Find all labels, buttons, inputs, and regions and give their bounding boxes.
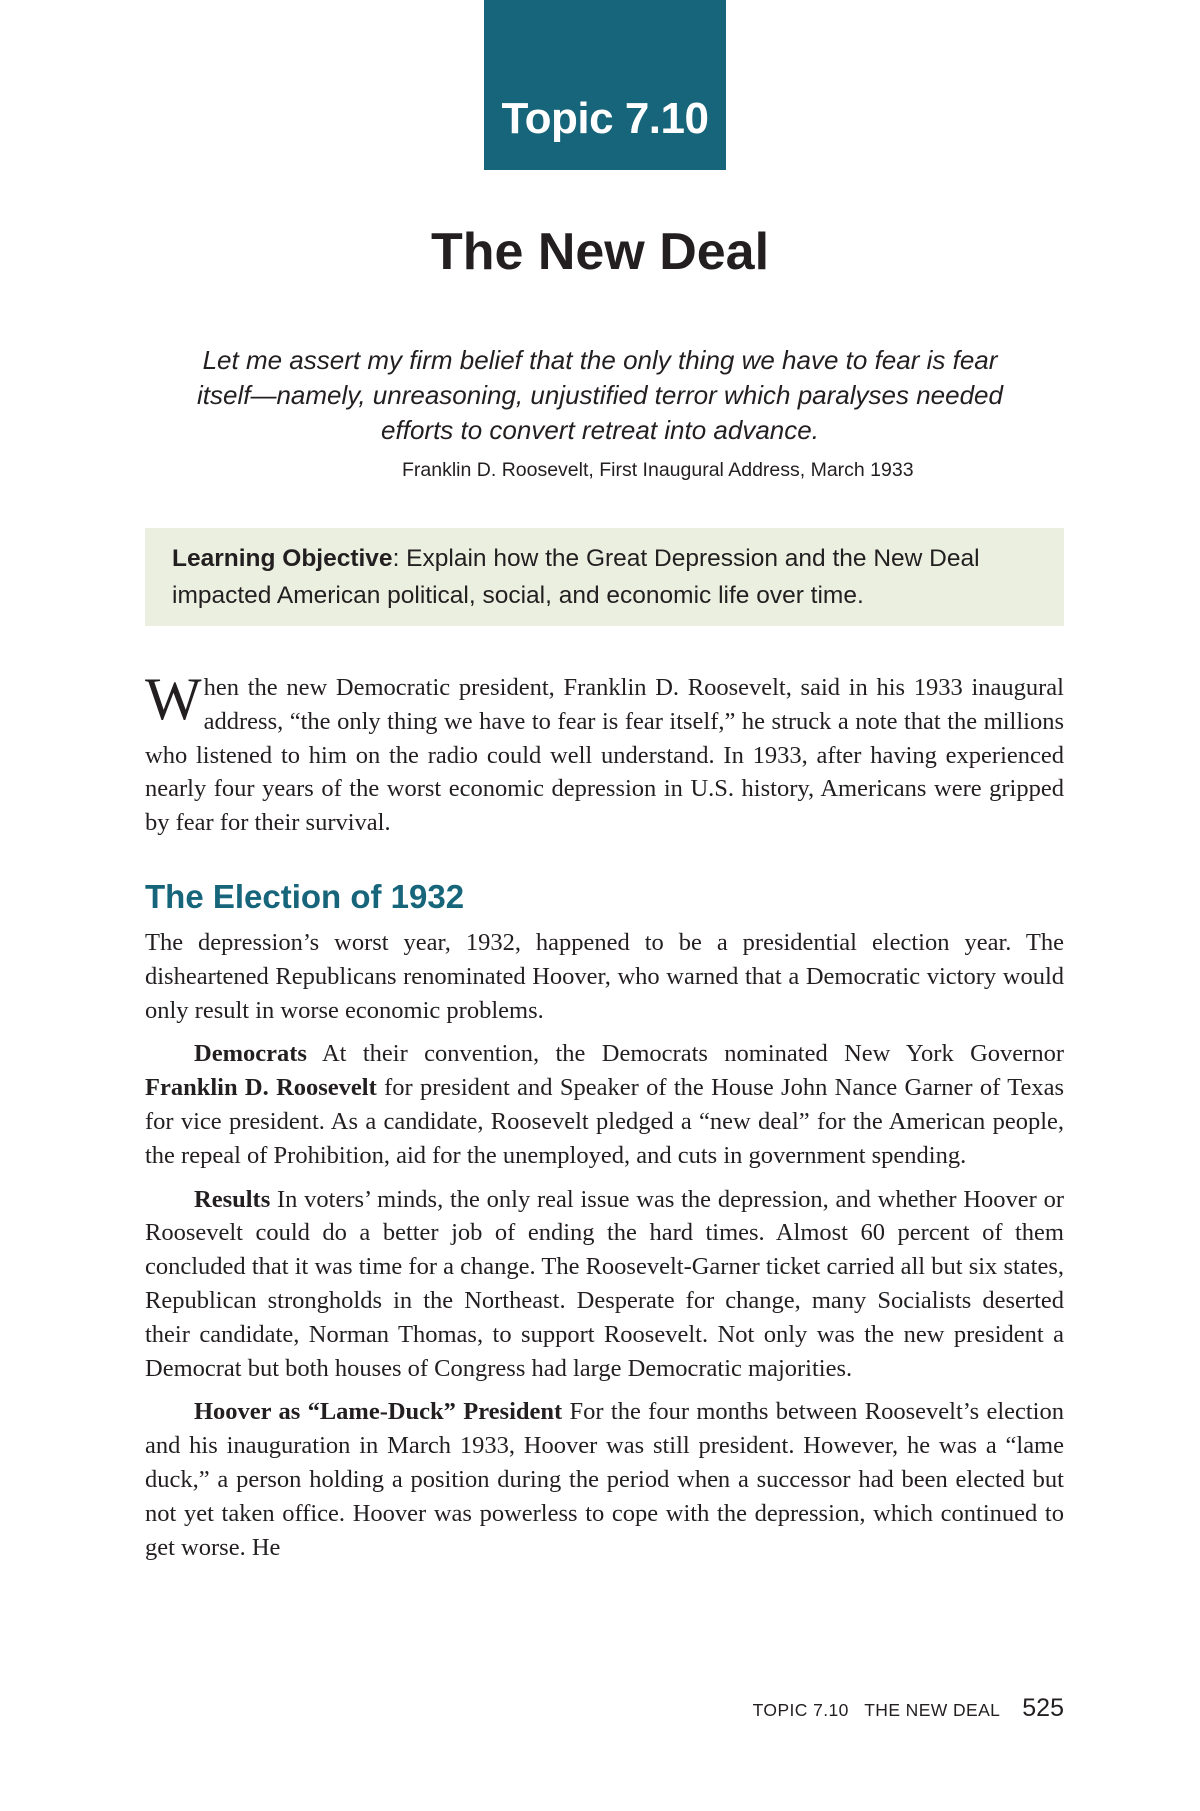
- section-heading: The Election of 1932: [145, 878, 465, 915]
- run-in-head: Results: [194, 1185, 271, 1213]
- page-number: 525: [1022, 1694, 1064, 1722]
- learning-objective-text: : Explain how the Great Depression and the New Deal impacted American political, social, and economic life over time.: [172, 545, 980, 609]
- paragraph-1: The depression’s worst year, 1932, happened to be a presidential election year. The disheartened Republicans renominated Hoover, who warned that a Democratic victory would only result in worse economic problems.: [145, 929, 1064, 1024]
- run-in-head: Hoover as “Lame-Duck” President: [194, 1398, 563, 1426]
- paragraph-text: For the four months between Roosevelt’s election and his inauguration in March 1933, Hoover was still president. However, he was a “lame duck,” a person holding a position during the period when a successor had been elected but not yet taken office. Hoover was powerless to cope with the depression, which continued to get worse. He: [145, 1398, 1064, 1561]
- page-footer: [753, 1694, 1064, 1723]
- learning-objective-label: Learning Objective: [172, 545, 393, 572]
- paragraph-lame-duck: [145, 1395, 1064, 1564]
- running-footer-title: TOPIC 7.10 THE NEW DEAL: [752, 1700, 1001, 1720]
- intro-paragraph: [145, 666, 1064, 840]
- paragraph-text: for president and Speaker of the House John Nance Garner of Texas for vice president. As a candidate, Roosevelt pledged a “new deal” for the American people, the repeal of Prohibition, aid for the unemployed, and cuts in government spending.: [145, 1074, 1064, 1169]
- quote-attribution: Franklin D. Roosevelt, First Inaugural Address, March 1933: [402, 459, 914, 481]
- epigraph-quote: Let me assert my firm belief that the only thing we have to fear is fear itself—namely, unreasoning, unjustified terror which paralyses needed efforts to convert retreat into advance.: [197, 345, 1003, 445]
- topic-label: Topic 7.10: [501, 94, 709, 143]
- key-term: Franklin D. Roosevelt: [145, 1074, 377, 1102]
- paragraph-results: [145, 1183, 1064, 1386]
- run-in-head: Democrats: [194, 1040, 307, 1068]
- intro-text: hen the new Democratic president, Franklin D. Roosevelt, said in his 1933 inaugural address, “the only thing we have to fear is fear itself,” he struck a note that the millions who listened to him on the radio could well understand. In 1933, after having experienced nearly four years of the worst economic depression in U.S. history, Americans were gripped by fear for their survival.: [145, 674, 1064, 837]
- paragraph-democrats: [145, 1037, 1064, 1172]
- topic-banner: [484, 0, 726, 170]
- paragraph-text: In voters’ minds, the only real issue was the depression, and whether Hoover or Roosevelt could do a better job of ending the hard times. Almost 60 percent of them concluded that it was time for a change. The Roosevelt-Garner ticket carried all but six states, Republican strongholds in the Northeast. Desperate for change, many Socialists deserted their candidate, Norman Thomas, to support Roosevelt. Not only was the new president a Democrat but both houses of Congress had large Democratic majorities.: [145, 1185, 1064, 1382]
- page-title: The New Deal: [430, 223, 770, 281]
- paragraph-text: At their convention, the Democrats nominated New York Governor: [306, 1040, 1064, 1068]
- section-body: [145, 926, 1064, 1574]
- learning-objective-box: [145, 528, 1064, 626]
- drop-cap: W: [145, 666, 202, 732]
